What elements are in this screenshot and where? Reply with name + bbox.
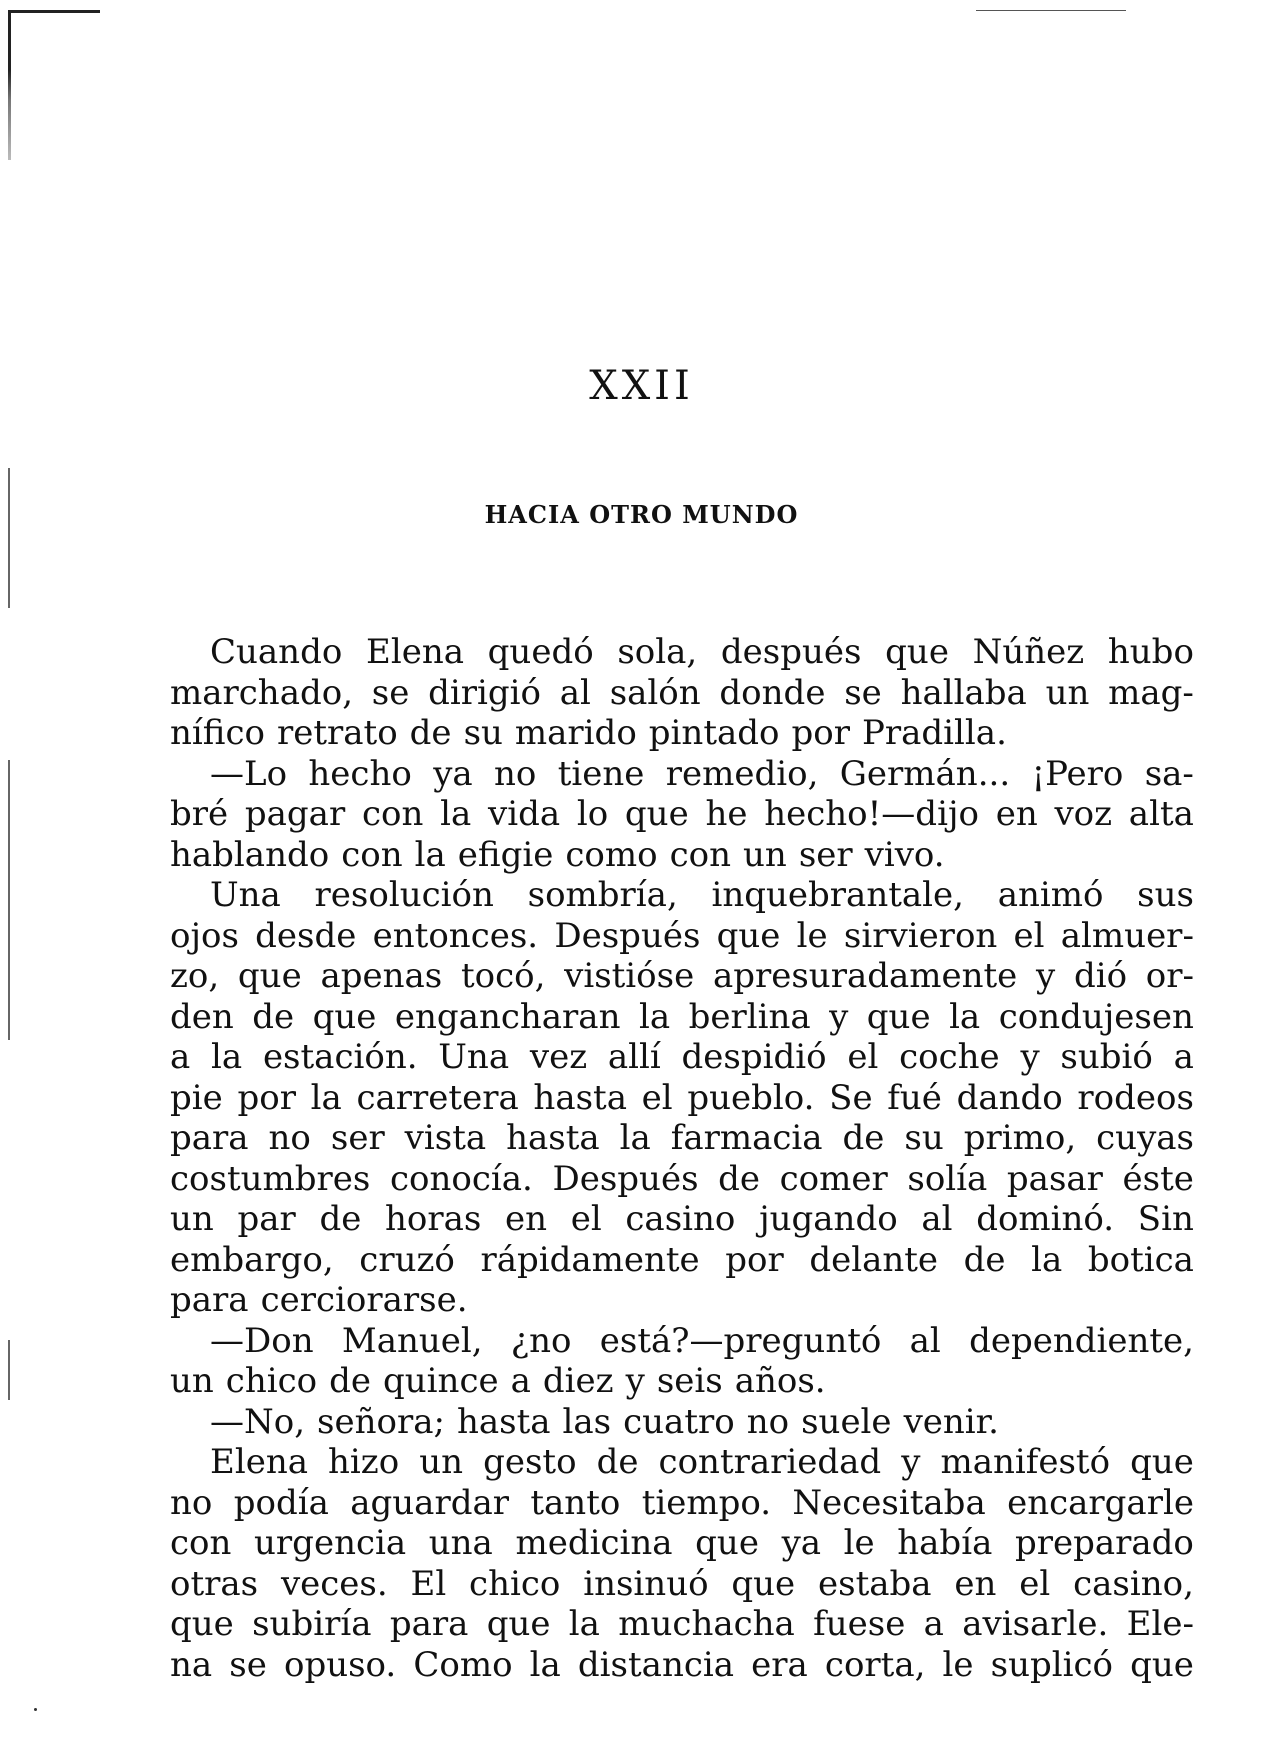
text-line: Una resolución sombría, inquebrantale, animó sus xyxy=(210,875,1194,915)
scan-speck xyxy=(34,1708,37,1711)
text-line: hablando con la efigie como con un ser vivo. xyxy=(170,834,945,875)
text-line: ojos desde entonces. Después que le sirvieron el almuer- xyxy=(170,915,1194,956)
text-line: —No, señora; hasta las cuatro no suele venir. xyxy=(210,1401,999,1442)
text-line: bré pagar con la vida lo que he hecho!—dijo en voz alta xyxy=(170,794,1194,834)
text-line: na se opuso. Como la distancia era corta, le suplicó que xyxy=(170,1644,1194,1685)
text-line: que subiría para que la muchacha fuese a avisarle. Ele- xyxy=(170,1604,1194,1644)
text-line: nífico retrato de su marido pintado por Pradilla. xyxy=(170,713,1007,753)
text-line: no podía aguardar tanto tiempo. Necesitaba encargarle xyxy=(170,1482,1194,1523)
text-line: para cerciorarse. xyxy=(170,1280,468,1320)
scan-margin-mark xyxy=(8,468,10,608)
chapter-title: HACIA OTRO MUNDO xyxy=(484,500,799,529)
text-line: den de que engancharan la berlina y que la condujesen xyxy=(170,996,1194,1037)
text-line: embargo, cruzó rápidamente por delante de la botica xyxy=(170,1239,1194,1280)
text-line: a la estación. Una vez allí despidió el coche y subió a xyxy=(170,1037,1194,1077)
chapter-number: XXII xyxy=(589,363,694,409)
scan-border-top xyxy=(8,10,100,13)
text-line: —Lo hecho ya no tiene remedio, Germán... ¡Pero sa- xyxy=(210,753,1194,794)
text-line: Elena hizo un gesto de contrariedad y manifestó que xyxy=(210,1442,1194,1482)
text-line: costumbres conocía. Después de comer solía pasar éste xyxy=(170,1158,1194,1199)
text-line: marchado, se dirigió al salón donde se hallaba un mag- xyxy=(170,672,1194,713)
text-line: Cuando Elena quedó sola, después que Núñez hubo xyxy=(210,632,1194,672)
body-text xyxy=(170,632,1194,1685)
scan-rule-top-right xyxy=(976,10,1126,11)
text-line: un par de horas en el casino jugando al dominó. Sin xyxy=(170,1199,1194,1239)
text-line: con urgencia una medicina que ya le había preparado xyxy=(170,1523,1194,1563)
text-line: para no ser vista hasta la farmacia de su primo, cuyas xyxy=(170,1118,1194,1158)
text-line: zo, que apenas tocó, vistióse apresuradamente y dió or- xyxy=(170,956,1194,996)
text-line: otras veces. El chico insinuó que estaba en el casino, xyxy=(170,1563,1194,1604)
text-line: —Don Manuel, ¿no está?—preguntó al dependiente, xyxy=(210,1320,1194,1361)
scan-margin-mark xyxy=(8,1340,10,1400)
text-line: pie por la carretera hasta el pueblo. Se fué dando rodeos xyxy=(170,1077,1194,1118)
scan-margin-mark xyxy=(8,760,10,1040)
text-line: un chico de quince a diez y seis años. xyxy=(170,1361,826,1401)
scan-border-left xyxy=(8,10,11,160)
